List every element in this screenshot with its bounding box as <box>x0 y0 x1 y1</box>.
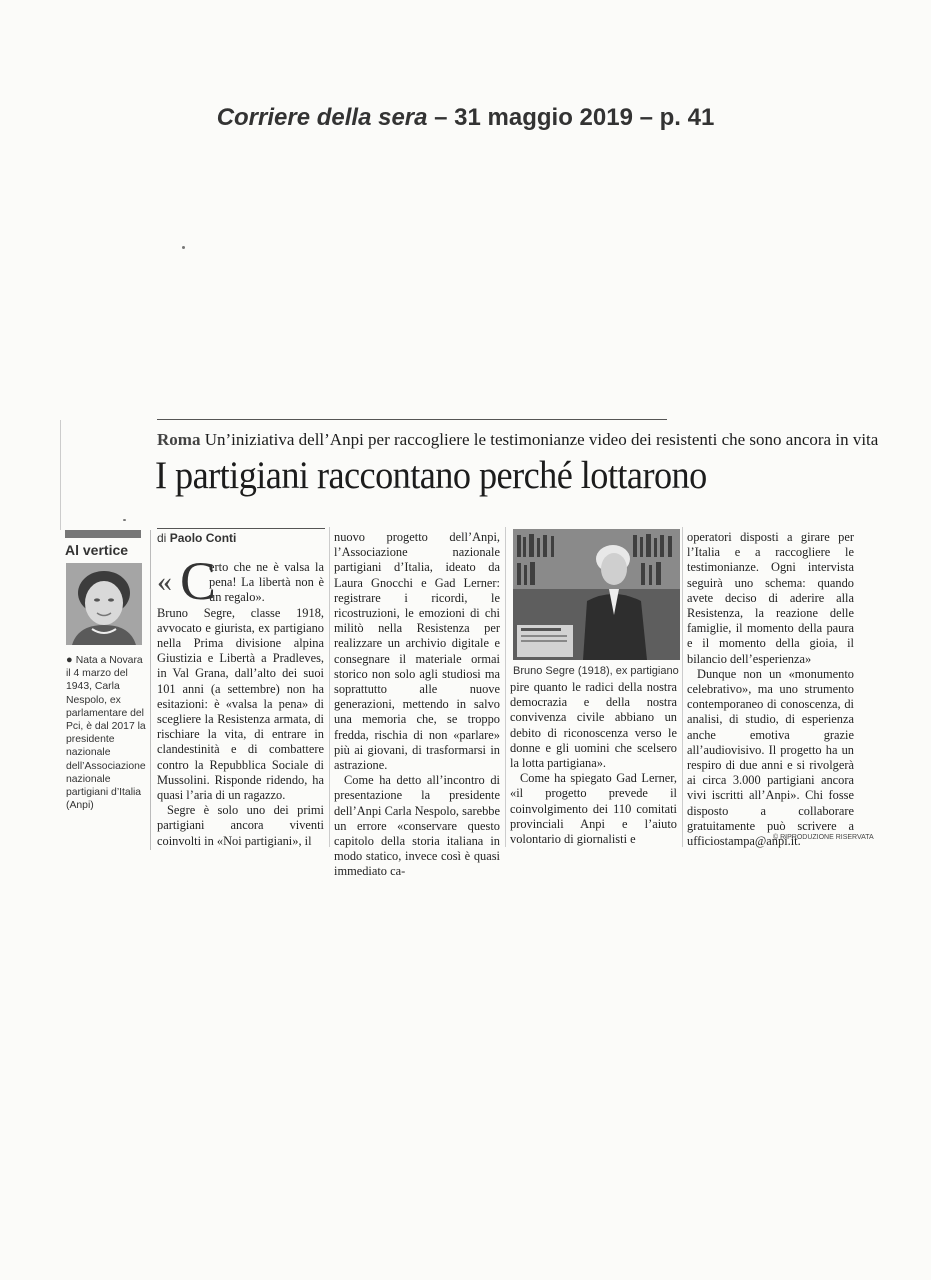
paragraph: Come ha spiegato Gad Lerner, «il progetto prevede il coinvolgimento dei 110 comitati provinciali Anpi e l’aiuto volontario di giornalisti e <box>510 771 677 847</box>
photo-image <box>513 529 680 660</box>
frame-line <box>60 420 61 530</box>
bullet-icon: ● <box>66 654 76 666</box>
paragraph: Come ha detto all’incontro di presentazione la presidente dell’Anpi Carla Nespolo, sarebbe un errore «conservare questo capitolo della storia italiana in modo statico, invece così è quasi immediato ca- <box>334 773 500 879</box>
newspaper-name: Corriere della sera <box>216 104 428 131</box>
column-divider <box>505 527 506 847</box>
article-column-3 <box>510 680 677 847</box>
scan-speck <box>123 519 126 521</box>
portrait-image <box>66 563 142 645</box>
paragraph: Dunque non un «monumento celebrativo», ma uno strumento contemporaneo di conoscenza, di analisi, di studio, di esperienza anche emotiva grazie all’audiovisivo. Il progetto ha un respiro di due anni e si rivolgerà ai circa 3.000 partigiani ancora vivi iscritti all’Anpi». Chi fosse disposto a collaborare gratuitamente può scrivere a ufficiostampa@anpi.it. <box>687 666 854 849</box>
byline-rule <box>157 528 325 529</box>
intro-quote: erto che ne è valsa la pena! La libertà non è un regalo». <box>209 560 324 605</box>
paragraph: nuovo progetto dell’Anpi, l’Associazione nazionale partigiani d’Italia, ideato da Laura Gnocchi e Gad Lerner: registrare i ricordi, le ricostruzioni, le emozioni di chi militò nella Resistenza per realizzare un archivio digitale e consegnare il materiale ormai storico non solo agli studiosi ma soprattutto alle nuove generazioni, mettendo in salvo una memoria che, se troppo fredda, rischia di non «parlare» più ai giovani, di trasformarsi in astrazione. <box>334 530 500 773</box>
article-column-2 <box>334 530 500 880</box>
sidebar-title: Al vertice <box>65 542 129 558</box>
copyright-notice: © RIPRODUZIONE RISERVATA <box>773 834 874 841</box>
article-photo <box>513 529 680 660</box>
sidebar-rule <box>65 530 141 538</box>
source-date-page: – 31 maggio 2019 – p. 41 <box>427 104 715 131</box>
scan-speck <box>182 246 185 249</box>
guillemet-icon: « <box>157 565 172 598</box>
paragraph: pire quanto le radici della nostra democrazia e della nostra convivenza civile abbiano un debito di riconoscenza verso le donne e gli uomini che scelsero la lotta partigiana». <box>510 680 677 771</box>
byline-prefix: di <box>157 531 170 545</box>
article-column-1 <box>157 551 324 849</box>
column-divider <box>682 527 683 847</box>
kicker-text: Un’iniziativa dell’Anpi per raccogliere le testimonianze video dei resistenti che sono ancora in vita <box>200 430 879 449</box>
kicker-place: Roma <box>157 430 201 449</box>
byline-author: Paolo Conti <box>169 531 237 545</box>
top-rule <box>157 419 667 420</box>
paragraph: Bruno Segre, classe 1918, avvocato e giurista, ex partigiano nella Prima divisione alpina Giustizia e Libertà a Pradleves, in Val Grana, dall’alto dei suoi 101 anni (a settembre) non ha esitazioni: è «valsa la pena» di scegliere la Resistenza armata, di rischiare la vita, di entrare in clandestinità e di combattere contro la Repubblica Sociale di Mussolini. Risponde ridendo, ha quasi l’aria di un ragazzo. <box>157 605 324 803</box>
byline <box>157 531 236 545</box>
paragraph: Segre è solo uno dei primi partigiani ancora viventi coinvolti in «Noi partigiani», il <box>157 803 324 848</box>
headline: I partigiani raccontano perché lottarono <box>155 454 707 497</box>
dropcap-letter: C <box>180 551 217 611</box>
portrait-photo <box>66 563 142 645</box>
sidebar-bio-text: Nata a Novara il 4 marzo del 1943, Carla Nespolo, ex parlamentare del Pci, è dal 2017 la presidente nazionale dell’Associazione nazionale partigiani d’Italia (Anpi) <box>66 655 146 812</box>
paragraph: operatori disposti a girare per l’Italia e a raccogliere le testimonianze. Ogni intervista seguirà uno schema: quando avete deciso di aderire alla Resistenza, la reazione delle famiglie, il momento della paura e il momento della gioia, il bilancio dell’esperienza» <box>687 530 854 666</box>
article-column-4 <box>687 530 854 849</box>
sidebar-divider <box>150 530 151 850</box>
sidebar-bio <box>66 654 146 812</box>
photo-caption: Bruno Segre (1918), ex partigiano <box>513 665 679 677</box>
kicker <box>157 430 878 450</box>
source-header <box>0 104 931 132</box>
dropcap-block <box>157 551 324 611</box>
column-divider <box>329 527 330 847</box>
